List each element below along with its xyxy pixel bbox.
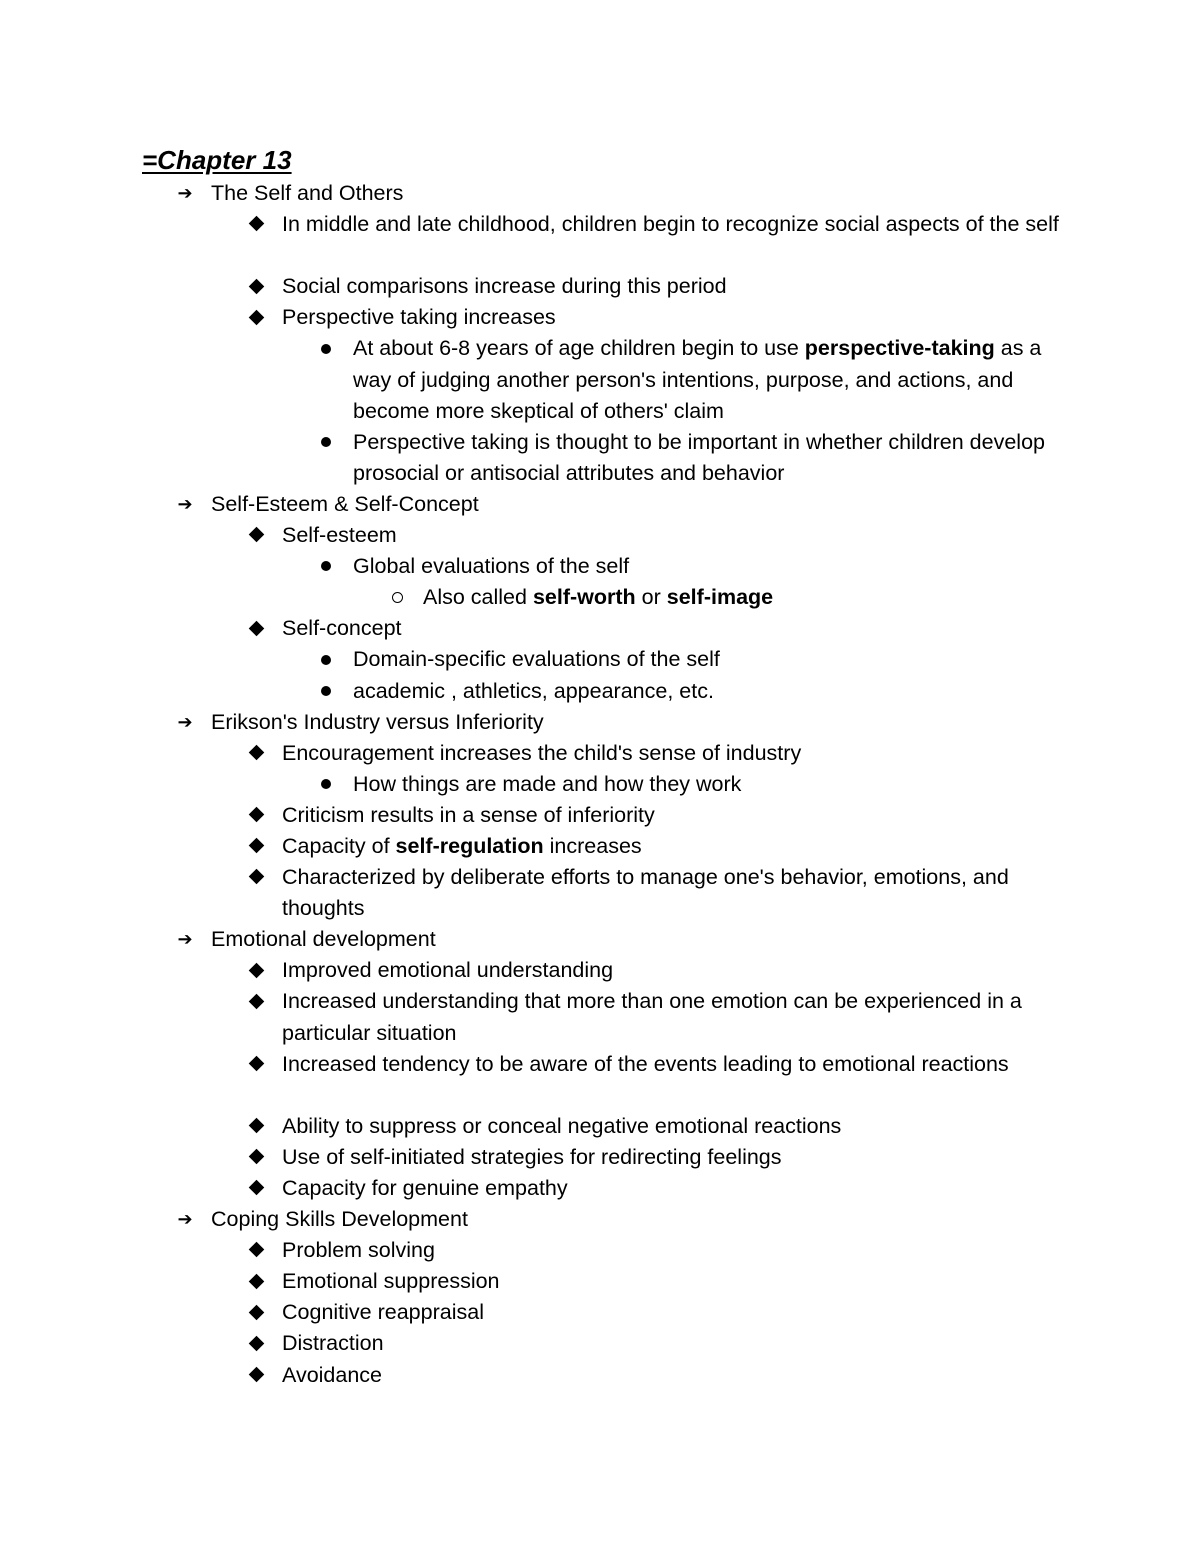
diamond-bullet-icon (245, 955, 267, 986)
list-item (0, 1111, 1200, 1142)
item-text: How things are made and how they work (353, 771, 742, 796)
item-text: At about 6-8 years of age children begin to use perspective-taking as a way of judging another person's intentions, purpose, and actions, and become more skeptical of others' claim (353, 336, 1042, 423)
circle-bullet-icon (315, 676, 337, 707)
diamond-bullet-icon (245, 1142, 267, 1173)
item-text: Capacity for genuine empathy (282, 1176, 568, 1201)
section-item (0, 178, 1200, 209)
list-item (0, 1297, 1200, 1328)
list-item (0, 955, 1200, 986)
list-item (0, 1173, 1200, 1204)
list-item (0, 333, 1200, 426)
list-item (0, 800, 1200, 831)
section-heading: Erikson's Industry versus Inferiority (211, 709, 544, 734)
item-text: Problem solving (282, 1238, 435, 1263)
list-item (0, 271, 1200, 302)
item-text: Characterized by deliberate efforts to manage one's behavior, emotions, and thoughts (282, 865, 1009, 921)
chapter-title: =Chapter 13 (142, 145, 292, 175)
list-item (0, 613, 1200, 644)
diamond-bullet-icon (245, 1328, 267, 1359)
item-text: Perspective taking increases (282, 305, 556, 330)
hollow-circle-bullet-icon (386, 582, 408, 613)
diamond-bullet-icon (245, 1235, 267, 1266)
item-text: Emotional suppression (282, 1269, 500, 1294)
item-text: Cognitive reappraisal (282, 1300, 484, 1325)
diamond-bullet-icon (245, 831, 267, 862)
section-item (0, 489, 1200, 520)
list-item (0, 676, 1200, 707)
item-text: Capacity of self-regulation increases (282, 833, 642, 858)
circle-bullet-icon (315, 333, 337, 364)
item-text: Self-esteem (282, 523, 397, 548)
diamond-bullet-icon (245, 271, 267, 302)
item-text: Distraction (282, 1331, 384, 1356)
item-text: Also called self-worth or self-image (423, 585, 774, 610)
diamond-bullet-icon (245, 613, 267, 644)
section-heading: Self-Esteem & Self-Concept (211, 491, 479, 516)
item-text: Avoidance (282, 1362, 383, 1387)
arrow-bullet-icon: ➔ (177, 1209, 193, 1230)
list-item (0, 986, 1200, 1048)
item-text: academic , athletics, appearance, etc. (353, 678, 714, 703)
bold-term: perspective-taking (804, 336, 995, 361)
bold-term: self-image (666, 585, 774, 610)
list-item (0, 1266, 1200, 1297)
item-text: Improved emotional understanding (282, 958, 614, 983)
list-item (0, 769, 1200, 800)
list-item (0, 1360, 1200, 1391)
list-item (0, 862, 1200, 924)
item-text: Criticism results in a sense of inferiority (282, 802, 655, 827)
item-text: Self-concept (282, 616, 402, 641)
list-item (0, 1235, 1200, 1266)
list-item (0, 209, 1200, 271)
circle-bullet-icon (315, 427, 337, 458)
diamond-bullet-icon (245, 1360, 267, 1391)
diamond-bullet-icon (245, 1297, 267, 1328)
diamond-bullet-icon (245, 209, 267, 240)
diamond-bullet-icon (245, 800, 267, 831)
item-text: Increased tendency to be aware of the events leading to emotional reactions (282, 1051, 1009, 1076)
circle-bullet-icon (315, 551, 337, 582)
list-item (0, 520, 1200, 551)
diamond-bullet-icon (245, 1173, 267, 1204)
item-text: Domain-specific evaluations of the self (353, 647, 720, 672)
item-text: In middle and late childhood, children begin to recognize social aspects of the self (282, 212, 1059, 237)
list-item (0, 427, 1200, 489)
section-heading: Emotional development (211, 927, 436, 952)
list-item (0, 644, 1200, 675)
item-text: Perspective taking is thought to be important in whether children develop prosocial or antisocial attributes and behavior (353, 429, 1045, 485)
item-text: Social comparisons increase during this period (282, 274, 727, 299)
list-item (0, 582, 1200, 613)
bold-term: self-regulation (395, 833, 544, 858)
item-text: Encouragement increases the child's sense of industry (282, 740, 802, 765)
list-item (0, 302, 1200, 333)
arrow-bullet-icon: ➔ (177, 493, 193, 514)
arrow-bullet-icon: ➔ (177, 183, 193, 203)
item-text: Global evaluations of the self (353, 554, 630, 579)
section-heading: Coping Skills Development (211, 1207, 468, 1232)
outline-list (0, 178, 1200, 1391)
arrow-bullet-icon: ➔ (177, 929, 193, 950)
item-text: Ability to suppress or conceal negative emotional reactions (282, 1113, 842, 1138)
circle-bullet-icon (315, 769, 337, 800)
diamond-bullet-icon (245, 302, 267, 333)
diamond-bullet-icon (245, 520, 267, 551)
diamond-bullet-icon (245, 738, 267, 769)
diamond-bullet-icon (245, 986, 267, 1017)
section-item (0, 707, 1200, 738)
list-item (0, 831, 1200, 862)
section-item (0, 1204, 1200, 1235)
diamond-bullet-icon (245, 1266, 267, 1297)
section-heading: The Self and Others (211, 181, 404, 205)
item-text: Use of self-initiated strategies for redirecting feelings (282, 1144, 782, 1169)
list-item (0, 738, 1200, 769)
section-item (0, 924, 1200, 955)
list-item (0, 1328, 1200, 1359)
diamond-bullet-icon (245, 1111, 267, 1142)
list-item (0, 551, 1200, 582)
arrow-bullet-icon: ➔ (177, 711, 193, 732)
list-item (0, 1049, 1200, 1111)
diamond-bullet-icon (245, 862, 267, 893)
circle-bullet-icon (315, 644, 337, 675)
list-item (0, 1142, 1200, 1173)
item-text: Increased understanding that more than one emotion can be experienced in a particular situation (282, 989, 1022, 1045)
bold-term: self-worth (532, 585, 636, 610)
diamond-bullet-icon (245, 1049, 267, 1080)
